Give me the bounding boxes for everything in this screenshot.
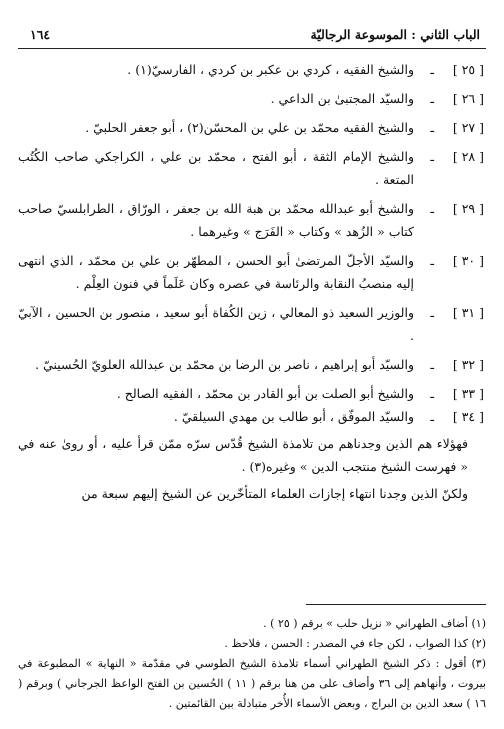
list-item: [18, 405, 486, 428]
dash: ـ: [430, 357, 434, 372]
list-item: [18, 58, 486, 81]
entry-number: [ ٣٣ ]: [452, 386, 484, 401]
page-header: [18, 18, 486, 49]
entry-number: [ ٢٨ ]: [452, 149, 484, 164]
dash: ـ: [430, 91, 434, 106]
entry-text: والسيّد المجتبىٰ بن الداعي .: [270, 91, 414, 106]
entry-text: والشيخ الإمام الثقة ، أبو الفتح ، محمّد بن علي ، الكراجكي صاحب الكُتُب المتعة .: [18, 149, 414, 187]
dash: ـ: [430, 386, 434, 401]
dash: ـ: [430, 62, 434, 77]
entry-text: والوزير السعيد ذو المعالي ، زين الكُفاة أبو سعيد ، منصور بن الحسين ، الآبيّ .: [18, 305, 414, 343]
page-number: ١٦٤: [30, 27, 51, 42]
entry-text: والشيخ أبو عبدالله محمّد بن هبة الله بن جعفر ، الورّاق ، الطرابلسيّ صاحب كتاب « الزُهد » وكتاب « الفَرَج » وغيرهما .: [18, 201, 414, 239]
body-paragraph: فهؤلاء هم الذين وجدناهم من تلامذة الشيخ قُدّس سرّه ممّن قرأ عليه ، أو روىٰ عنه في « فهرست الشيخ منتجب الدين » وغيره(٣) .: [18, 436, 468, 474]
entries-list: [18, 58, 486, 505]
running-title: الباب الثاني : الموسوعة الرجاليّة: [310, 27, 480, 42]
book-page: [18, 18, 486, 718]
list-item: [18, 301, 486, 347]
dash: ـ: [430, 120, 434, 135]
body-paragraph: ولكنّ الذين وجدنا انتهاء إجازات العلماء المتأخّرين عن الشيخ إليهم سبعة من: [81, 486, 468, 501]
dash: ـ: [430, 305, 434, 320]
entry-number: [ ٢٥ ]: [452, 62, 484, 77]
entry-text: والشيخ أبو الصلت بن أبو القادر بن محمّد ، الفقيه الصالح .: [116, 386, 414, 401]
entry-text: والسيّد الأجلّ المرتضىٰ أبو الحسن ، المطهّر بن علي بن محمّد ، الذي انتهى إليه منصبُ النقابة والرئاسة في عصره وكان عَلَماً في فنون العِلْم .: [18, 253, 414, 291]
dash: ـ: [430, 409, 434, 424]
list-item: [18, 353, 486, 376]
entry-number: [ ٣٢ ]: [452, 357, 484, 372]
entry-text: والسيّد أبو إبراهيم ، ناصر بن الرضا بن محمّد بن عبدالله العلويّ الحُسينيّ .: [35, 357, 414, 372]
dash: ـ: [430, 149, 434, 164]
entry-text: والشيخ الفقيه محمّد بن علي بن المحسّن(٢) ، أبو جعفر الحلبيّ .: [85, 120, 414, 135]
list-item: [18, 382, 486, 405]
entry-number: [ ٣١ ]: [452, 305, 484, 320]
entry-number: [ ٢٧ ]: [452, 120, 484, 135]
entry-number: [ ٢٩ ]: [452, 201, 484, 216]
dash: ـ: [430, 253, 434, 268]
dash: ـ: [430, 201, 434, 216]
footnote: (٢) كذا الصواب ، لكن جاء في المصدر : الحسن ، فلاحظ .: [224, 637, 486, 650]
list-item: [18, 249, 486, 295]
list-item: [18, 116, 486, 139]
footnotes: [18, 614, 486, 714]
entry-number: [ ٣٤ ]: [452, 409, 484, 424]
list-item: [18, 197, 486, 243]
footnote: (١) أضاف الطهراني « نزيل حلب » برقم ( ٢٥ ) .: [263, 617, 486, 630]
footnote: (٣) أقول : ذكر الشيخ الطهراني أسماء تلامذة الشيخ الطوسي في مقدّمة « النهاية » المطبوعة في بيروت ، وأنهاهم إلى ٣٦ وأضاف على من هنا برقم ( ١١ ) الحُسين بن الفتح الواعظ الجرجاني ) وبرقم ( ١٦ ) سعد الدين بن البراج ، وبعض الأسماء الأُخر متبادلة بين القائمتين .: [18, 657, 486, 710]
list-item: [18, 87, 486, 110]
entry-number: [ ٢٦ ]: [452, 91, 484, 106]
entry-text: والشيخ الفقيه ، كردي بن عكبر بن كردي ، الفارسيّ(١) .: [127, 62, 414, 77]
entry-number: [ ٣٠ ]: [452, 253, 484, 268]
footnote-separator: [306, 604, 486, 605]
entry-text: والسيّد الموفّق ، أبو طالب بن مهدي السيلقيّ .: [173, 409, 414, 424]
list-item: [18, 145, 486, 191]
